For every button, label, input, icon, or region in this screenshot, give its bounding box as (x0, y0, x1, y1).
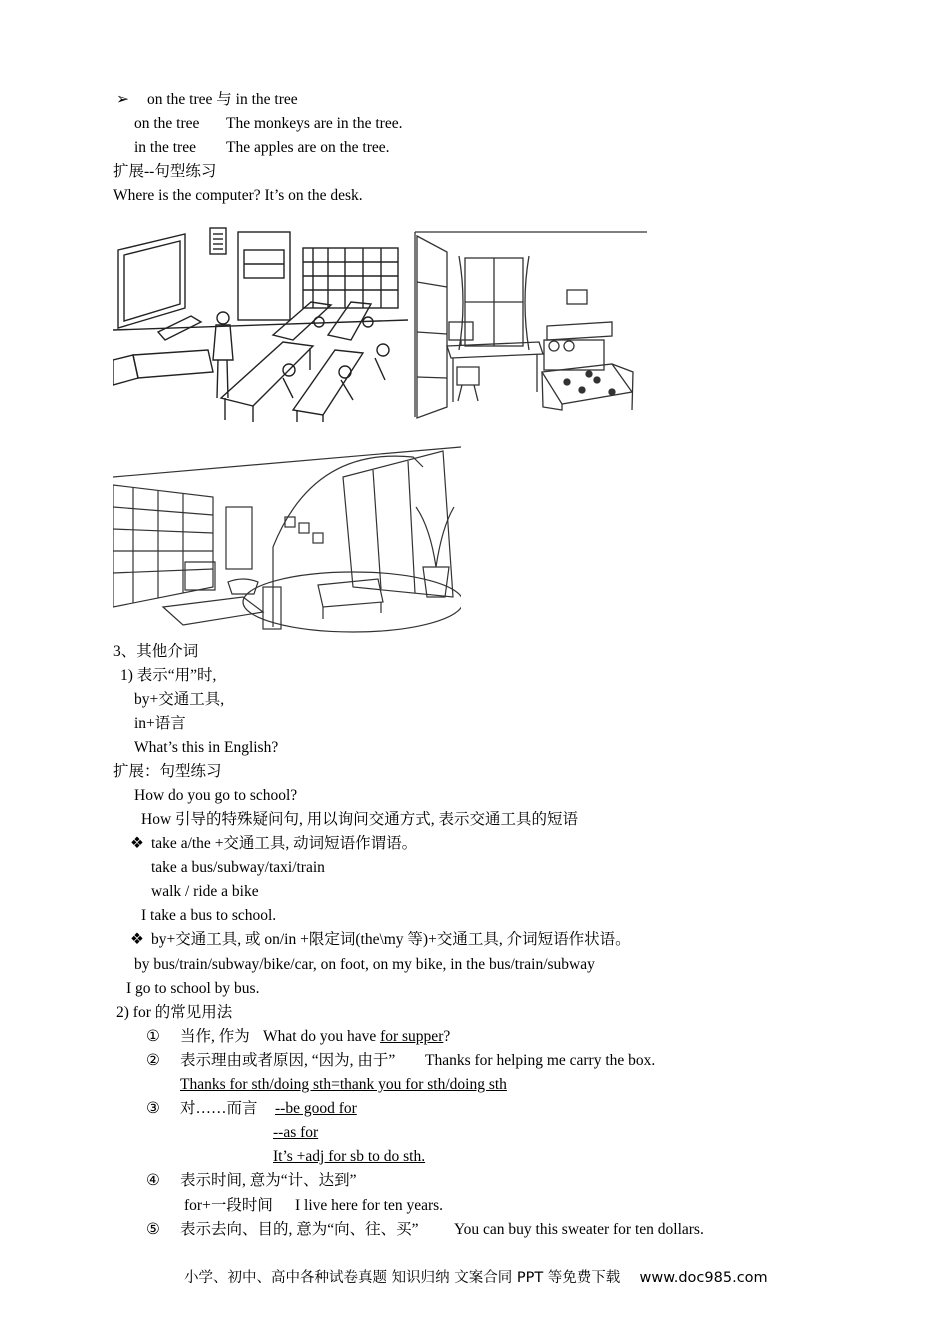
point1-title: 1) 表示“用”时, (120, 667, 217, 684)
row1-example: The monkeys are in the tree. (226, 115, 403, 132)
question-sentence: How do you go to school? (134, 787, 298, 804)
point1-example: What’s this in English? (134, 739, 279, 756)
diamond-bullet-icon: ❖ (130, 835, 144, 852)
practice-label: 扩展--句型练习 (113, 163, 217, 180)
item-sub-3: It’s +adj for sb to do sth. (273, 1148, 426, 1165)
item-sub: for+一段时间 (184, 1197, 273, 1214)
take-example-1: take a bus/subway/taxi/train (151, 859, 325, 876)
by-sentence: I go to school by bus. (126, 980, 260, 997)
item-label: 表示去向、目的, 意为“向、往、买” (180, 1221, 419, 1238)
item-number: ② (146, 1052, 160, 1069)
footer-text: 小学、初中、高中各种试卷真题 知识归纳 文案合同 PPT 等免费下载 (184, 1270, 621, 1286)
item-example: I live here for ten years. (295, 1197, 444, 1214)
item-example: Thanks for helping me carry the box. (425, 1052, 656, 1069)
item-sub-1: --be good for (275, 1100, 357, 1117)
classroom-illustration (113, 210, 408, 425)
living-room-illustration (113, 437, 461, 637)
page-footer (184, 1266, 768, 1287)
by-rule: by+交通工具, 或 on/in +限定词(the\my 等)+交通工具, 介词短语作状语。 (151, 931, 631, 948)
item-example: You can buy this sweater for ten dollars. (454, 1221, 704, 1238)
take-example-2: walk / ride a bike (151, 883, 259, 900)
take-sentence: I take a bus to school. (141, 907, 277, 924)
question-explanation: How 引导的特殊疑问句, 用以询问交通方式, 表示交通工具的短语 (141, 811, 579, 828)
row2-term: in the tree (134, 139, 196, 156)
section-heading: on the tree 与 in the tree (147, 91, 298, 108)
item-number: ① (146, 1028, 160, 1045)
point2-title: 2) for 的常见用法 (116, 1004, 233, 1021)
practice-sentence: Where is the computer? It’s on the desk. (113, 187, 363, 204)
row1-term: on the tree (134, 115, 200, 132)
item-number: ④ (146, 1172, 160, 1189)
by-examples: by bus/train/subway/bike/car, on foot, on my bike, in the bus/train/subway (134, 956, 595, 973)
bullet-arrow-icon: ➢ (116, 91, 129, 108)
item-example: What do you have for supper? (263, 1028, 451, 1045)
item-number: ③ (146, 1100, 160, 1117)
footer-url[interactable]: www.doc985.com (639, 1270, 768, 1286)
item-label: 对……而言 (180, 1100, 258, 1117)
point1-by-rule: by+交通工具, (134, 691, 225, 708)
item-sub-2: --as for (273, 1124, 319, 1141)
take-rule: take a/the +交通工具, 动词短语作谓语。 (151, 835, 418, 852)
item-label: 当作, 作为 (180, 1028, 250, 1045)
bedroom-illustration (407, 222, 652, 428)
diamond-bullet-icon: ❖ (130, 931, 144, 948)
item-sub-formula: Thanks for sth/doing sth=thank you for sth/doing sth (180, 1076, 507, 1093)
section3-title: 3、其他介词 (113, 643, 199, 660)
item-label: 表示时间, 意为“计、达到” (180, 1172, 357, 1189)
practice-label-2: 扩展：句型练习 (113, 763, 222, 780)
row2-example: The apples are on the tree. (226, 139, 390, 156)
point1-in-rule: in+语言 (134, 715, 186, 732)
item-number: ⑤ (146, 1221, 160, 1238)
item-label: 表示理由或者原因, “因为, 由于” (180, 1052, 396, 1069)
